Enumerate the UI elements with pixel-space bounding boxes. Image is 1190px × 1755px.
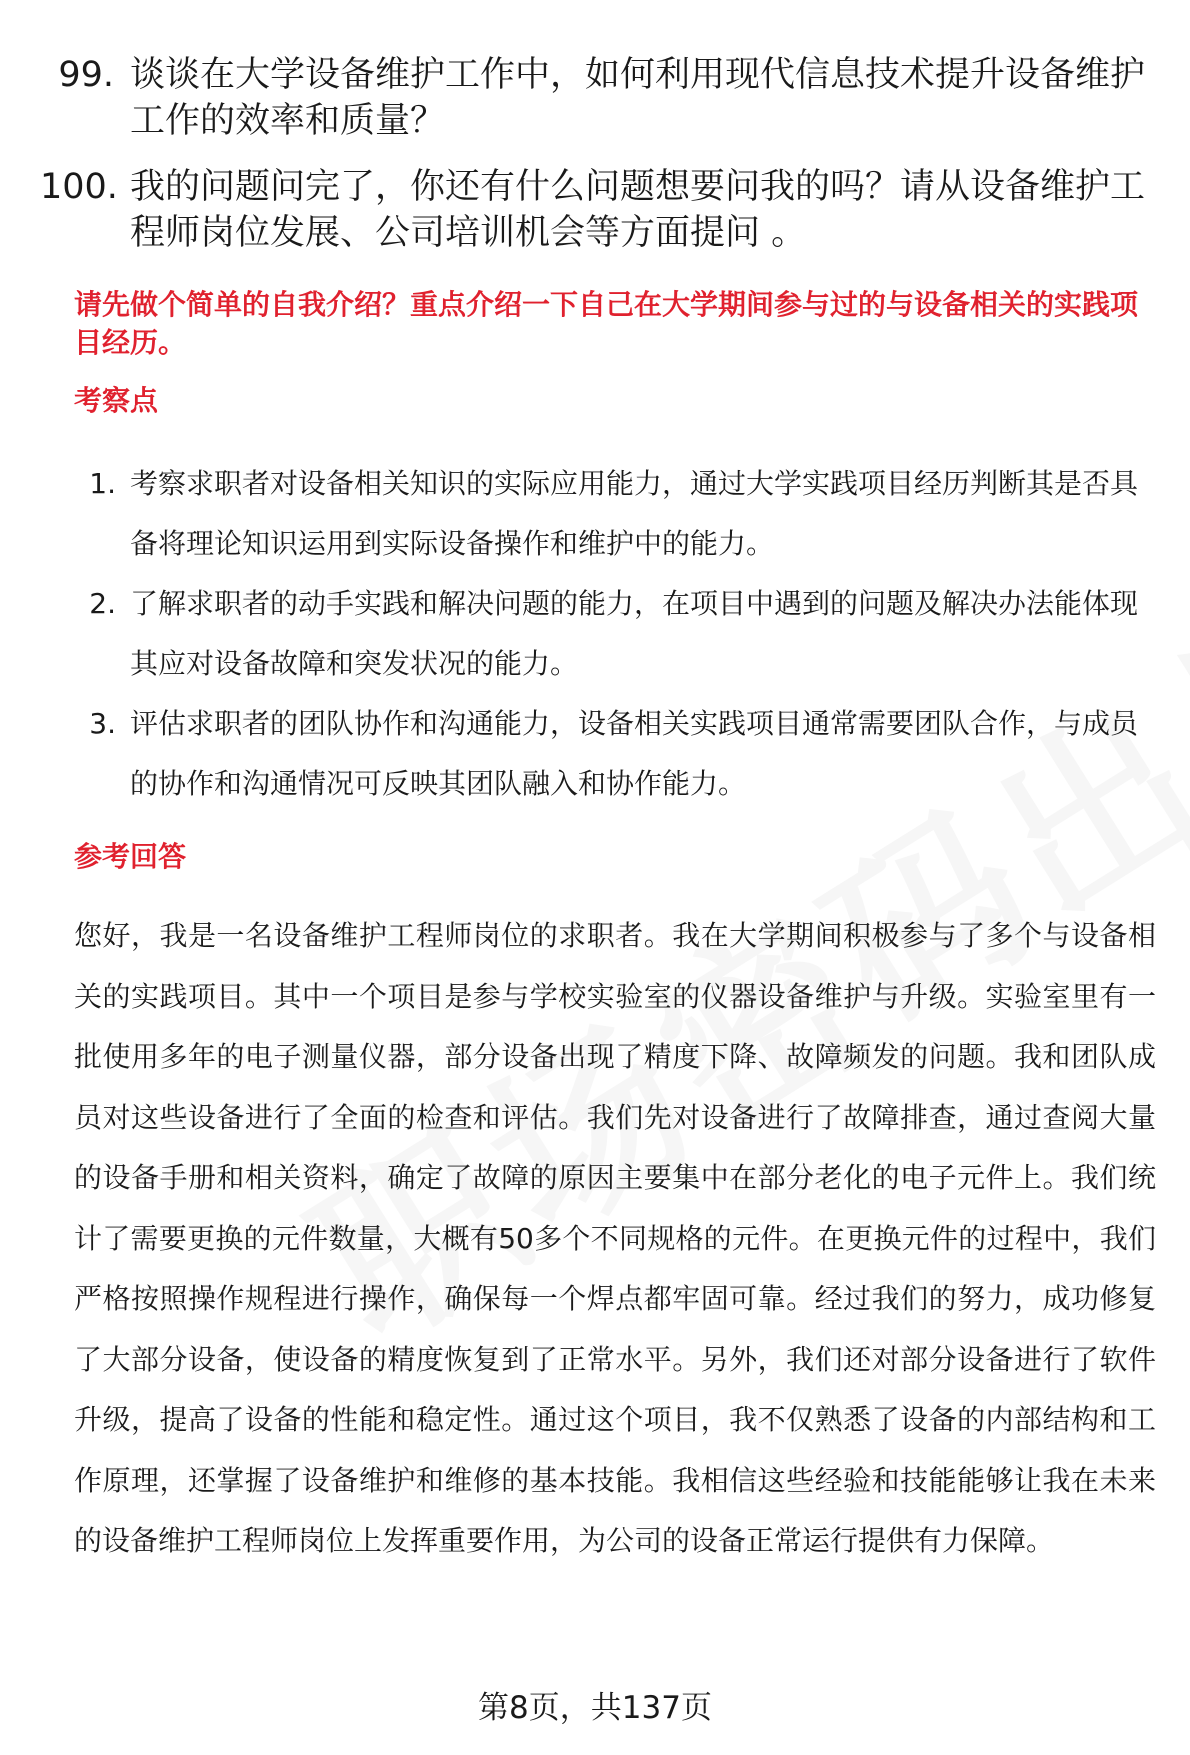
point-number: 3.	[89, 707, 116, 740]
question-item	[40, 164, 1150, 256]
point-item	[74, 694, 1156, 814]
question-item	[40, 52, 1150, 144]
main-question-heading: 请先做个简单的自我介绍？重点介绍一下自己在大学期间参与过的与设备相关的实践项目经历。	[74, 288, 1139, 359]
points-list	[74, 454, 1156, 814]
question-list	[40, 52, 1150, 276]
page-footer: 第8页，共137页	[478, 1690, 712, 1726]
answer-section-title: 参考回答	[74, 840, 187, 873]
question-text: 我的问题问完了，你还有什么问题想要问我的吗？请从设备维护工程师岗位发展、公司培训机会等方面提问 。	[130, 167, 1146, 253]
point-number: 1.	[89, 467, 116, 500]
point-item	[74, 574, 1156, 694]
points-section-title: 考察点	[74, 384, 159, 417]
question-number: 100.	[40, 167, 118, 207]
point-text: 评估求职者的团队协作和沟通能力，设备相关实践项目通常需要团队合作，与成员的协作和沟通情况可反映其团队融入和协作能力。	[130, 707, 1139, 800]
point-item	[74, 454, 1156, 574]
point-text: 考察求职者对设备相关知识的实际应用能力，通过大学实践项目经历判断其是否具备将理论知识运用到实际设备操作和维护中的能力。	[130, 467, 1139, 560]
answer-paragraph: 您好，我是一名设备维护工程师岗位的求职者。我在大学期间积极参与了多个与设备相关的实践项目。其中一个项目是参与学校实验室的仪器设备维护与升级。实验室里有一批使用多年的电子测量仪器，部分设备出现了精度下降、故障频发的问题。我和团队成员对这些设备进行了全面的检查和评估。我们先对设备进行了故障排查，通过查阅大量的设备手册和相关资料，确定了故障的原因主要集中在部分老化的电子元件上。我们统计了需要更换的元件数量，大概有50多个不同规格的元件。在更换元件的过程中，我们严格按照操作规程进行操作，确保每一个焊点都牢固可靠。经过我们的努力，成功修复了大部分设备，使设备的精度恢复到了正常水平。另外，我们还对部分设备进行了软件升级，提高了设备的性能和稳定性。通过这个项目，我不仅熟悉了设备的内部结构和工作原理，还掌握了设备维护和维修的基本技能。我相信这些经验和技能能够让我在未来的设备维护工程师岗位上发挥重要作用，为公司的设备正常运行提供有力保障。	[74, 919, 1156, 1557]
question-number: 99.	[58, 55, 114, 95]
question-text: 谈谈在大学设备维护工作中，如何利用现代信息技术提升设备维护工作的效率和质量？	[130, 55, 1146, 141]
point-number: 2.	[89, 587, 116, 620]
point-text: 了解求职者的动手实践和解决问题的能力，在项目中遇到的问题及解决办法能体现其应对设备故障和突发状况的能力。	[130, 587, 1139, 680]
